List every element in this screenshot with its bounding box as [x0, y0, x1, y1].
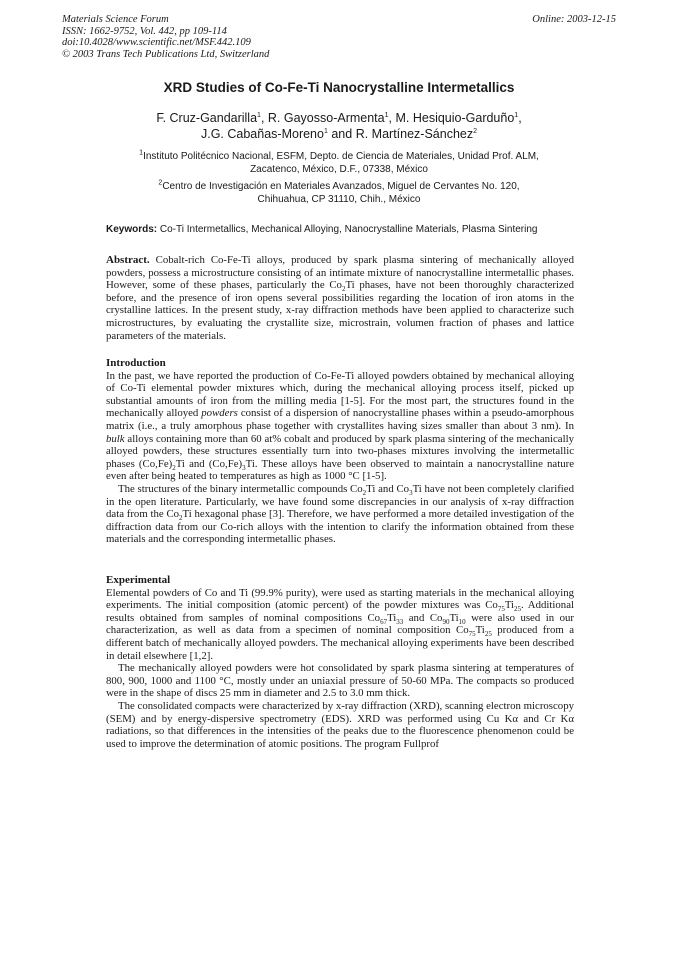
affiliation-1: $^1$Instituto Politécnico Nacional, ESFM, Depto. de Ciencia de Materiales, Unidad Prof. ALM, Zacatenco, México, D.F., 07338, México — [139, 149, 539, 175]
experimental-heading: Experimental — [106, 574, 171, 586]
keywords-text: Co-Ti Intermetallics, Mechanical Alloying, Nanocrystalline Materials, Plasma Sintering — [157, 224, 538, 235]
keywords-label: Keywords: — [106, 224, 158, 235]
journal-meta — [62, 14, 269, 60]
affiliation-2: $^2$Centro de Investigación en Materiales Avanzados, Miguel de Cervantes No. 120, Chihuahua, CP 31110, Chih., México — [158, 179, 520, 205]
paragraph: The mechanically alloyed powders were hot consolidated by spark plasma sintering at temperatures of 800, 900, 1000 and 1100 °C, mostly under an uniaxial pressure of 50-60 MPa. The compacts so produced were in the shape of discs 25 mm in diameter and 2.5 to 3.0 mm thick. — [106, 662, 574, 700]
issn-line: ISSN: 1662-9752, Vol. 442, pp 109-114 — [62, 25, 227, 37]
paragraph: The structures of the binary intermetallic compounds $Co_2Ti$ and $Co_3Ti$ have not been completely clarified in the open literature. Particularly, we have found some discrepancies in our analysis of x-ray diffraction data from the $Co_2Ti$ hexagonal phase [3]. Therefore, we have performed a more detailed investigation of the diffraction data from our Co-rich alloys with the intention to clarify the information obtained from these materials and the corresponding intermetallic phases. — [106, 482, 574, 546]
abstract-section: Abstract. Cobalt-rich Co-Fe-Ti alloys, produced by spark plasma sintering of mechanically alloyed powders, possess a microstructure consisting of an intimate mixture of nanocrystalline intermetallic phases. However, some of these phases, particularly the $Co_2Ti$ phases, have not been thoroughly characterized before, and the presence of iron opens several possibilities regarding the location of iron atoms in the crystalline lattices. In the present study, x-ray diffraction methods have been applied to characterize such microstructures, by evaluating the crystallite size, microstrain, volumen fraction of phases and lattice parameters of the materials. — [106, 254, 574, 342]
experimental-section — [106, 574, 574, 750]
introduction-heading: Introduction — [106, 357, 166, 369]
author-name: F. Cruz-Gandarilla — [156, 111, 258, 125]
author-list: F. Cruz-Gandarilla$^1$, R. Gayosso-Armenta$^1$, M. Hesiquio-Garduño$^1$, J.G. Cabañas-Moreno$^1$ and R. Martínez-Sánchez$^2$ — [156, 111, 522, 141]
author-name: R. Martínez-Sánchez — [355, 127, 474, 141]
author-name: J.G. Cabañas-Moreno — [200, 127, 324, 141]
journal-name: Materials Science Forum — [62, 14, 169, 25]
paragraph: In the past, we have reported the production of Co-Fe-Ti alloyed powders obtained by mechanical alloying of Co-Ti elemental powder mixtures which, during the mechanical alloying process itself, picked up substantial amounts of iron from the milling media [1-5]. For the most part, the structures found in the mechanically alloyed powders consist of a dispersion of nanocrystalline phases within a pseudo-amorphous matrix (i.e., a truly amorphous phase together with crystallites having sizes smaller than about 3 nm). In bulk alloys containing more than 60 at% cobalt and produced by spark plasma sintering of the mechanically alloyed powders, these structures essentially turn into two-phases mixtures involving the intermetallic phases $(Co,Fe)_2Ti$ and $(Co,Fe)_3Ti$. These alloys have been observed to maintain a nanocrystalline nature even after being heated to temperatures as high as 1000 °C [1-5]. — [106, 369, 574, 483]
doi-line: doi:10.4028/www.scientific.net/MSF.442.109 — [62, 37, 251, 48]
author-name: M. Hesiquio-Garduño — [395, 111, 515, 125]
author-name: R. Gayosso-Armenta — [267, 111, 385, 125]
paper-title: XRD Studies of Co-Fe-Ti Nanocrystalline Intermetallics — [163, 80, 515, 95]
paragraph: The consolidated compacts were characterized by x-ray diffraction (XRD), scanning electron microscopy (SEM) and by energy-dispersive spectrometry (EDS). XRD was performed using Cu Kα and Cr Kα radiations, so that differences in the intensities of the peaks due to the fluorescence phenomenon could be used to improve the determination of atomic positions. The program Fullprof — [106, 699, 574, 750]
copyright-line: © 2003 Trans Tech Publications Ltd, Switzerland — [62, 48, 270, 60]
abstract-label: Abstract. — [106, 254, 150, 266]
online-date: Online: 2003-12-15 — [532, 14, 616, 25]
keywords-line — [106, 224, 537, 235]
introduction-section — [106, 357, 574, 546]
paragraph: Elemental powders of Co and Ti (99.9% purity), were used as starting materials in the mechanical alloying experiments. The initial composition (atomic percent) of the powder mixtures was $Co_{75}Ti_{25}$. Additional results obtained from samples of nominal compositions $Co_{67}Ti_{33}$ and $Co_{90}Ti_{10}$ were also used in our characterization, as well as data from a specimen of nominal composition $Co_{75}Ti_{25}$ produced from a different batch of mechanically alloyed powders. The mechanical alloying experiments have been described in detail elsewhere [1,2]. — [106, 586, 574, 662]
